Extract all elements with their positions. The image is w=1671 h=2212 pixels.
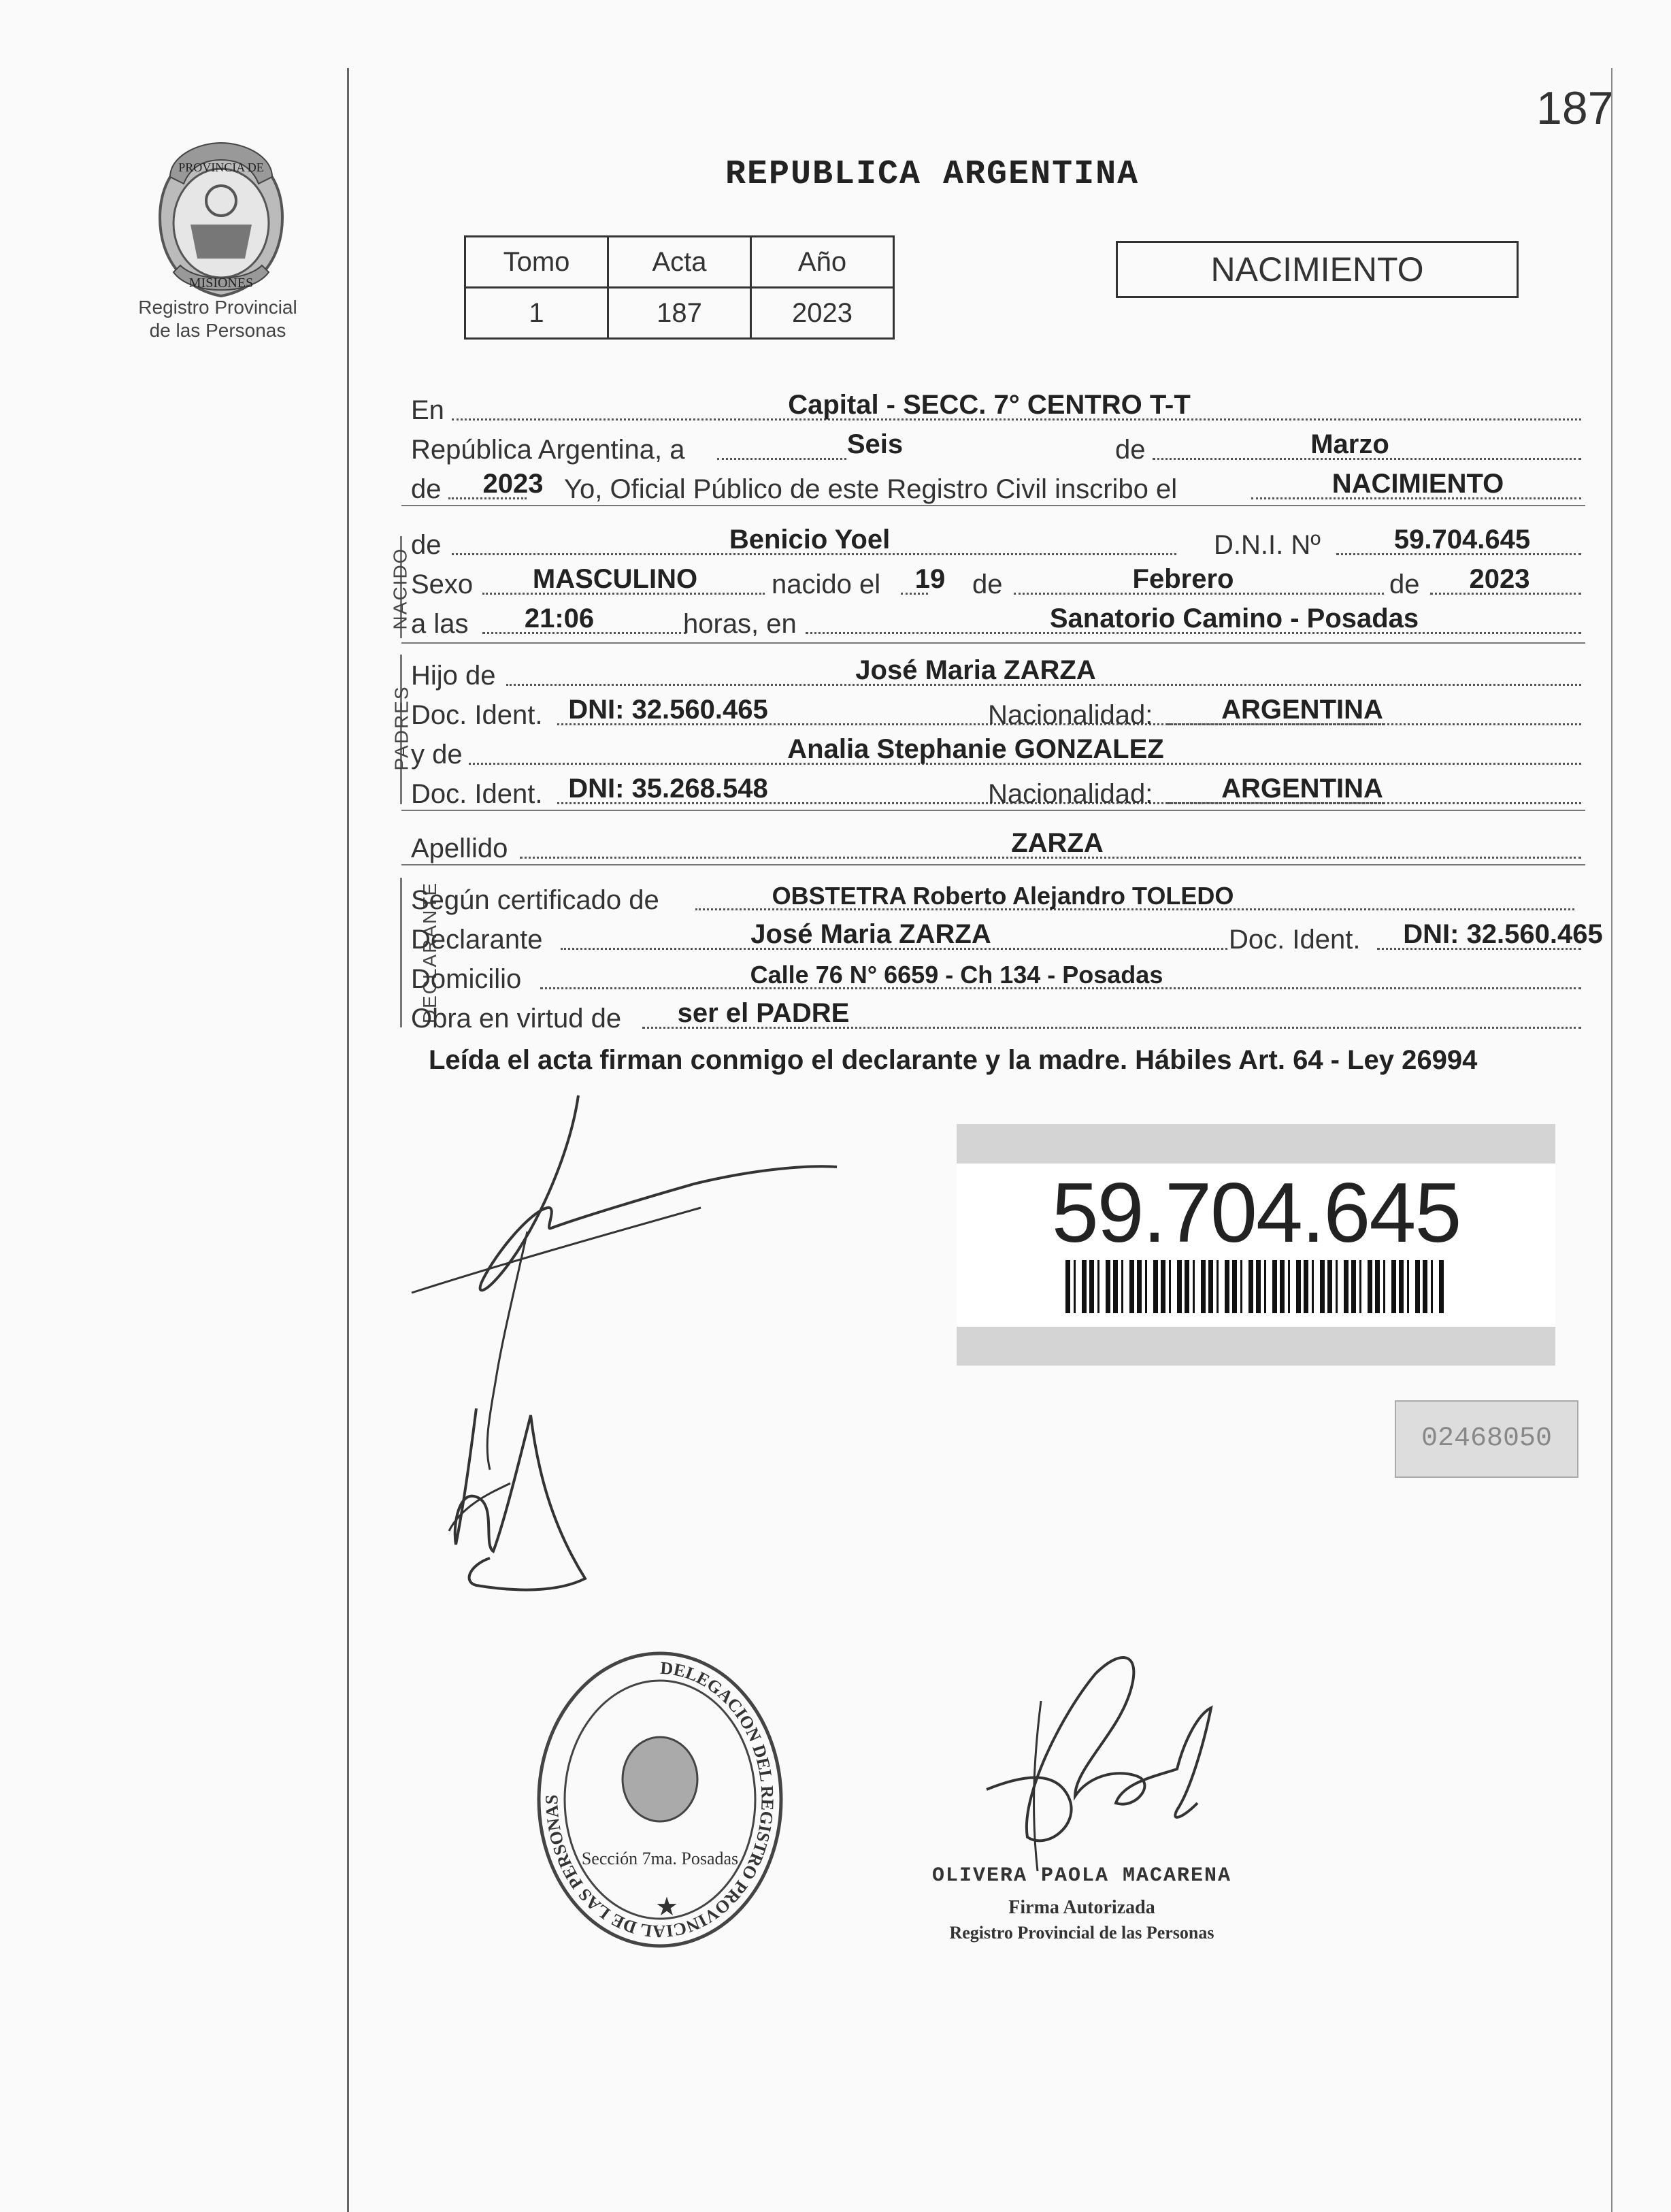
registry-seal — [531, 1640, 789, 1953]
father-nac-label: Nacionalidad: — [988, 700, 1153, 730]
decl-label: Declarante — [411, 925, 543, 955]
divider — [401, 505, 1585, 506]
mother-doc-label: Doc. Ident. — [411, 779, 543, 809]
register-header-acta: Acta — [608, 237, 751, 288]
dni-label: D.N.I. Nº — [1214, 530, 1321, 560]
register-header-ano: Año — [751, 237, 894, 288]
row-hijo-de — [411, 650, 1581, 691]
row-certificado — [411, 875, 1581, 916]
divider — [401, 864, 1585, 865]
logo-text-top: PROVINCIA DE — [178, 161, 264, 174]
father-doc-label: Doc. Ident. — [411, 700, 543, 730]
right-margin-line — [1611, 68, 1612, 2212]
horas-label: horas, en — [683, 609, 797, 639]
sexo-value: MASCULINO — [532, 564, 698, 594]
row-nacido-name — [411, 520, 1581, 561]
org-line-2: de las Personas — [149, 320, 286, 341]
seal-inner-text: Sección 7ma. Posadas — [581, 1849, 739, 1868]
father-nationality: ARGENTINA — [1221, 695, 1383, 725]
divider — [401, 642, 1585, 644]
nacido-de3-label: de — [1389, 569, 1420, 599]
provincia-misiones-coat-of-arms — [143, 136, 299, 306]
section-nacido: NACIDO — [389, 547, 411, 630]
a-las-label: a las — [411, 609, 469, 639]
mother-signature — [435, 1388, 626, 1606]
mother-nationality: ARGENTINA — [1221, 774, 1383, 804]
divider — [401, 810, 1585, 811]
organization-name — [102, 296, 333, 342]
de-label: de — [1115, 435, 1146, 465]
nacido-de-label: de — [411, 530, 442, 560]
row-inscribe — [411, 464, 1581, 505]
section-declarante: DECLARANTE — [419, 881, 441, 1024]
apellido-value: ZARZA — [1011, 828, 1104, 858]
logo-text-bottom: MISIONES — [188, 276, 254, 291]
row-mother-doc — [411, 769, 1581, 810]
inscribe-label: Yo, Oficial Público de este Registro Civil inscribo el — [564, 474, 1178, 504]
de2-label: de — [411, 474, 442, 504]
official-signature — [980, 1633, 1238, 1878]
register-header-tomo: Tomo — [465, 237, 608, 288]
decl-doc-value: DNI: 32.560.465 — [1403, 919, 1603, 949]
legal-text: Leída el acta firman conmigo el declarante y la madre. Hábiles Art. 64 - Ley 26994 — [429, 1045, 1478, 1075]
en-label: En — [411, 395, 444, 425]
row-hora — [411, 599, 1581, 640]
id-number-label — [957, 1124, 1555, 1366]
republica-label: República Argentina, a — [411, 435, 685, 465]
barcode — [1065, 1260, 1446, 1313]
hijo-de-label: Hijo de — [411, 661, 496, 691]
child-name: Benicio Yoel — [729, 525, 891, 555]
control-sticker: 02468050 — [1395, 1400, 1578, 1478]
obra-label: Obra en virtud de — [411, 1004, 622, 1034]
seal-star-icon: ★ — [655, 1893, 679, 1921]
row-father-doc — [411, 690, 1581, 731]
register-table — [464, 235, 895, 340]
year-value: 2023 — [482, 469, 544, 499]
father-doc: DNI: 32.560.465 — [568, 695, 768, 725]
row-y-de — [411, 729, 1581, 770]
act-type-box: NACIMIENTO — [1116, 241, 1519, 298]
official-org: Registro Provincial de las Personas — [949, 1923, 1214, 1943]
sexo-label: Sexo — [411, 569, 474, 599]
decl-value: José Maria ZARZA — [750, 919, 991, 949]
birth-month: Febrero — [1132, 564, 1234, 594]
child-dni: 59.704.645 — [1393, 525, 1531, 555]
id-label-number: 59.704.645 — [1051, 1166, 1461, 1260]
official-signature-block — [898, 1864, 1265, 1943]
row-declarante — [411, 914, 1603, 955]
month-value: Marzo — [1310, 429, 1389, 459]
apellido-label: Apellido — [411, 833, 508, 863]
row-apellido — [411, 823, 1581, 864]
official-name: OLIVERA PAOLA MACARENA — [931, 1864, 1232, 1887]
page-number: 187 — [1536, 82, 1614, 134]
inscribe-value: NACIMIENTO — [1331, 469, 1504, 499]
row-en — [411, 385, 1581, 426]
register-value-acta: 187 — [608, 288, 751, 339]
decl-doc-label: Doc. Ident. — [1229, 925, 1361, 955]
birth-year: 2023 — [1469, 564, 1530, 594]
birth-place: Sanatorio Camino - Posadas — [1049, 604, 1419, 633]
mother-doc: DNI: 35.268.548 — [568, 774, 768, 804]
dom-value: Calle 76 N° 6659 - Ch 134 - Posadas — [750, 961, 1163, 989]
mother-name: Analia Stephanie GONZALEZ — [787, 734, 1164, 764]
y-de-label: y de — [411, 740, 463, 770]
seal-ring-text: DELEGACION DEL REGISTRO PROVINCIAL DE LAS PERSONAS — [542, 1657, 778, 1942]
nacido-de2-label: de — [972, 569, 1003, 599]
nacido-el-label: nacido el — [772, 569, 881, 599]
mother-nac-label: Nacionalidad: — [988, 779, 1153, 809]
birth-day: 19 — [914, 564, 946, 594]
cert-label: Según certificado de — [411, 885, 659, 915]
left-margin-line — [347, 68, 349, 2212]
register-value-tomo: 1 — [465, 288, 608, 339]
day-value: Seis — [846, 429, 904, 459]
obra-value: ser el PADRE — [677, 998, 850, 1028]
register-value-ano: 2023 — [751, 288, 894, 339]
cert-value: OBSTETRA Roberto Alejandro TOLEDO — [772, 882, 1234, 910]
official-role: Firma Autorizada — [1008, 1897, 1155, 1918]
dom-label: Domicilio — [411, 964, 522, 994]
country-title: REPUBLICA ARGENTINA — [725, 155, 1140, 194]
row-republica — [411, 425, 1581, 465]
en-value: Capital - SECC. 7° CENTRO T-T — [788, 390, 1191, 420]
row-domicilio — [411, 954, 1581, 995]
birth-time: 21:06 — [524, 604, 595, 633]
section-padres: PADRES — [391, 685, 412, 771]
row-obra — [411, 993, 1581, 1034]
row-sexo — [411, 559, 1581, 600]
org-line-1: Registro Provincial — [138, 297, 297, 318]
father-name: José Maria ZARZA — [855, 655, 1096, 685]
